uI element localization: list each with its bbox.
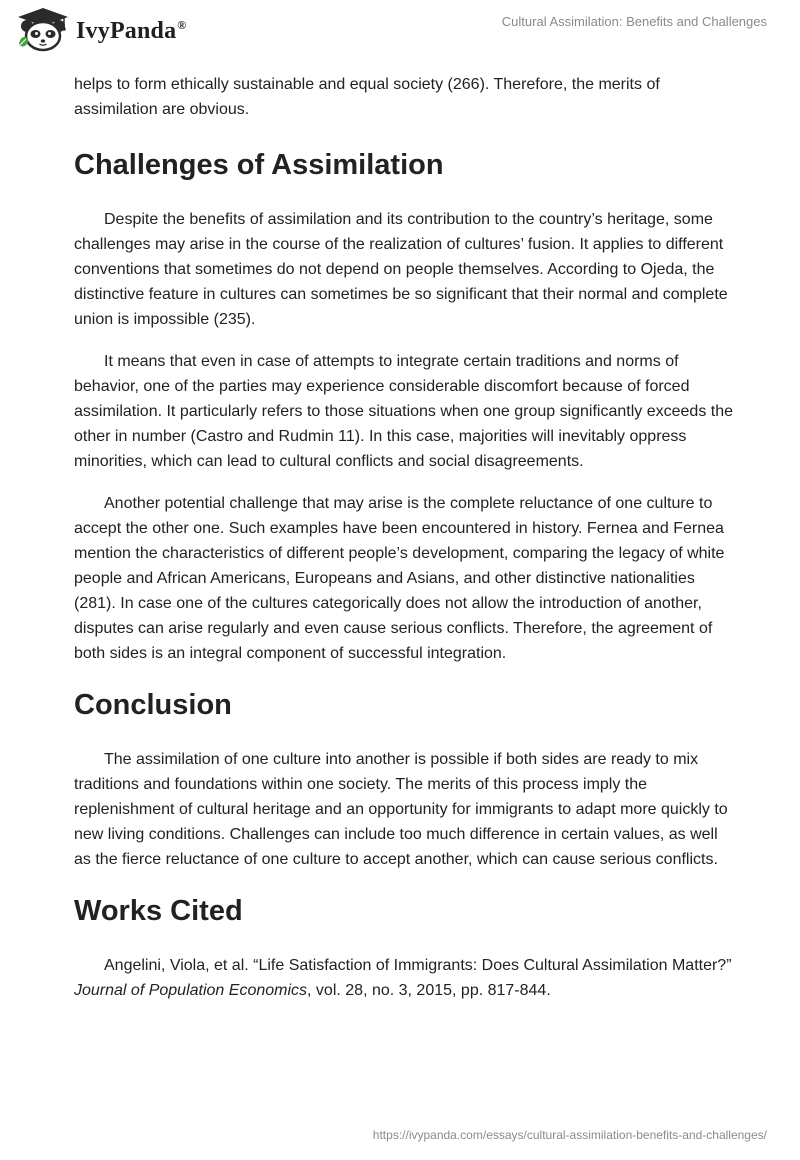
paragraph: Despite the benefits of assimilation and its contribution to the country’s heritage, some challenges may arise in the course of the realization of cultures’ fusion. It applies to different conventions that sometimes do not depend on people themselves. According to Ojeda, the distinctive feature in cultures can sometimes be so significant that their normal and complete union is impossible (235).: [74, 211, 728, 328]
paragraph: It means that even in case of attempts to integrate certain traditions and norms of behavior, one of the parties may experience considerable discomfort because of forced assimilation. It particularly refers to those situations when one group significantly exceeds the other in number (Castro and Rudmin 11). In this case, majorities will inevitably oppress minorities, which can lead to cultural conflicts and social disagreements.: [74, 353, 734, 470]
citation-details: , vol. 28, no. 3, 2015, pp. 817-844.: [307, 982, 551, 999]
section-heading: Challenges of Assimilation: [74, 149, 444, 181]
section-heading: Conclusion: [74, 689, 232, 721]
citation-text: Angelini, Viola, et al. “Life Satisfaction of Immigrants: Does Cultural Assimilation Matter?”: [104, 957, 732, 974]
source-url[interactable]: https://ivypanda.com/essays/cultural-assimilation-benefits-and-challenges/: [372, 1128, 767, 1142]
ivypanda-logo[interactable]: [14, 6, 186, 52]
essay-content: [74, 72, 734, 1003]
citation-journal: Journal of Population Economics: [74, 982, 308, 999]
citation-entry: [74, 953, 734, 1003]
panda-logo-icon: [14, 6, 72, 52]
page-header: [0, 0, 800, 64]
brand-name: IvyPanda®: [76, 17, 187, 44]
document-title: Cultural Assimilation: Benefits and Challenges: [501, 14, 767, 29]
paragraph: helps to form ethically sustainable and equal society (266). Therefore, the merits of assimilation are obvious.: [74, 76, 660, 118]
section-heading: Works Cited: [74, 895, 243, 927]
paragraph: The assimilation of one culture into another is possible if both sides are ready to mix traditions and foundations within one society. The merits of this process imply the replenishment of cultural heritage and an opportunity for immigrants to adapt more quickly to new living conditions. Challenges can include too much difference in certain values, as well as the fierce reluctance of one culture to accept another, which can cause serious conflicts.: [74, 751, 728, 868]
paragraph: Another potential challenge that may arise is the complete reluctance of one culture to accept the other one. Such examples have been encountered in history. Fernea and Fernea mention the characteristics of different people’s development, comparing the legacy of white people and African Americans, Europeans and Asians, and other distinctive nationalities (281). In case one of the cultures categorically does not allow the introduction of another, disputes can arise regularly and even cause serious conflicts. Therefore, the agreement of both sides is an integral component of successful integration.: [74, 495, 725, 662]
